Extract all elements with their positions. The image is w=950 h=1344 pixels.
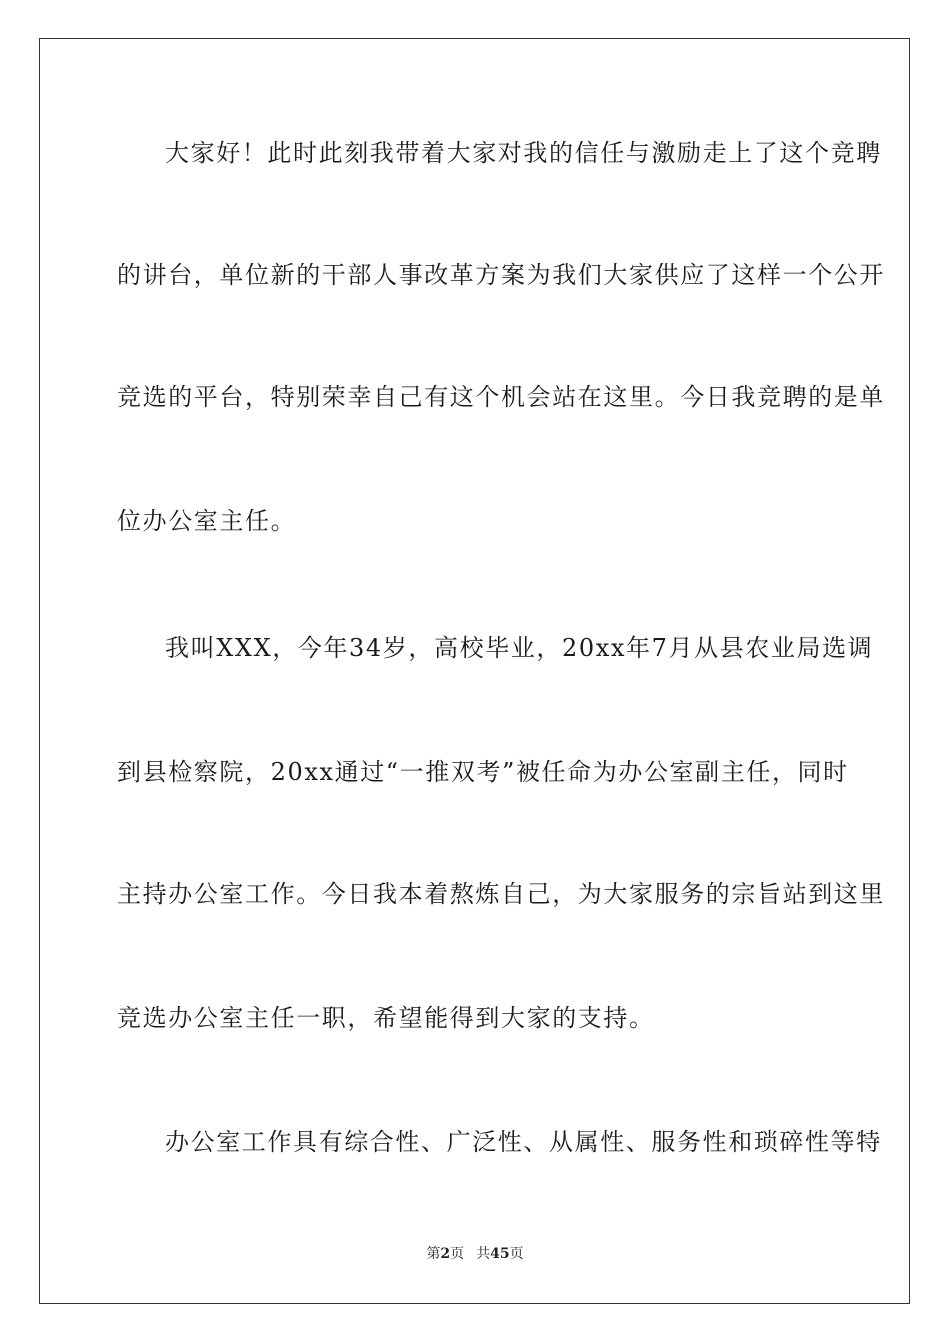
text-line: 主持办公室工作。今日我本着熬炼自己，为大家服务的宗旨站到这里 (117, 880, 885, 908)
text-line: 竞选的平台，特别荣幸自己有这个机会站在这里。今日我竞聘的是单 (117, 383, 885, 411)
text-line: 的讲台，单位新的干部人事改革方案为我们大家供应了这样一个公开 (117, 261, 885, 289)
text-line: 竞选办公室主任一职，希望能得到大家的支持。 (117, 1004, 655, 1032)
text-line: 位办公室主任。 (117, 507, 297, 535)
text-line: 到县检察院，20xx通过“一推双考”被任命为办公室副主任，同时 (117, 758, 849, 786)
page-border (39, 38, 910, 1304)
footer-page-suffix: 页 (450, 1246, 465, 1262)
text-line: 办公室工作具有综合性、广泛性、从属性、服务性和琐碎性等特 (165, 1128, 882, 1156)
footer-total-prefix: 共 (476, 1246, 491, 1262)
text-line: 大家好！此时此刻我带着大家对我的信任与激励走上了这个竞聘 (165, 139, 882, 167)
footer-total-suffix: 页 (509, 1246, 524, 1262)
footer-total-pages: 45 (490, 1246, 510, 1262)
page-footer (0, 1245, 950, 1263)
footer-page-number: 2 (440, 1246, 451, 1262)
text-line: 我叫XXX，今年34岁，高校毕业，20xx年7月从县农业局选调 (165, 634, 874, 662)
footer-page-prefix: 第 (426, 1246, 441, 1262)
